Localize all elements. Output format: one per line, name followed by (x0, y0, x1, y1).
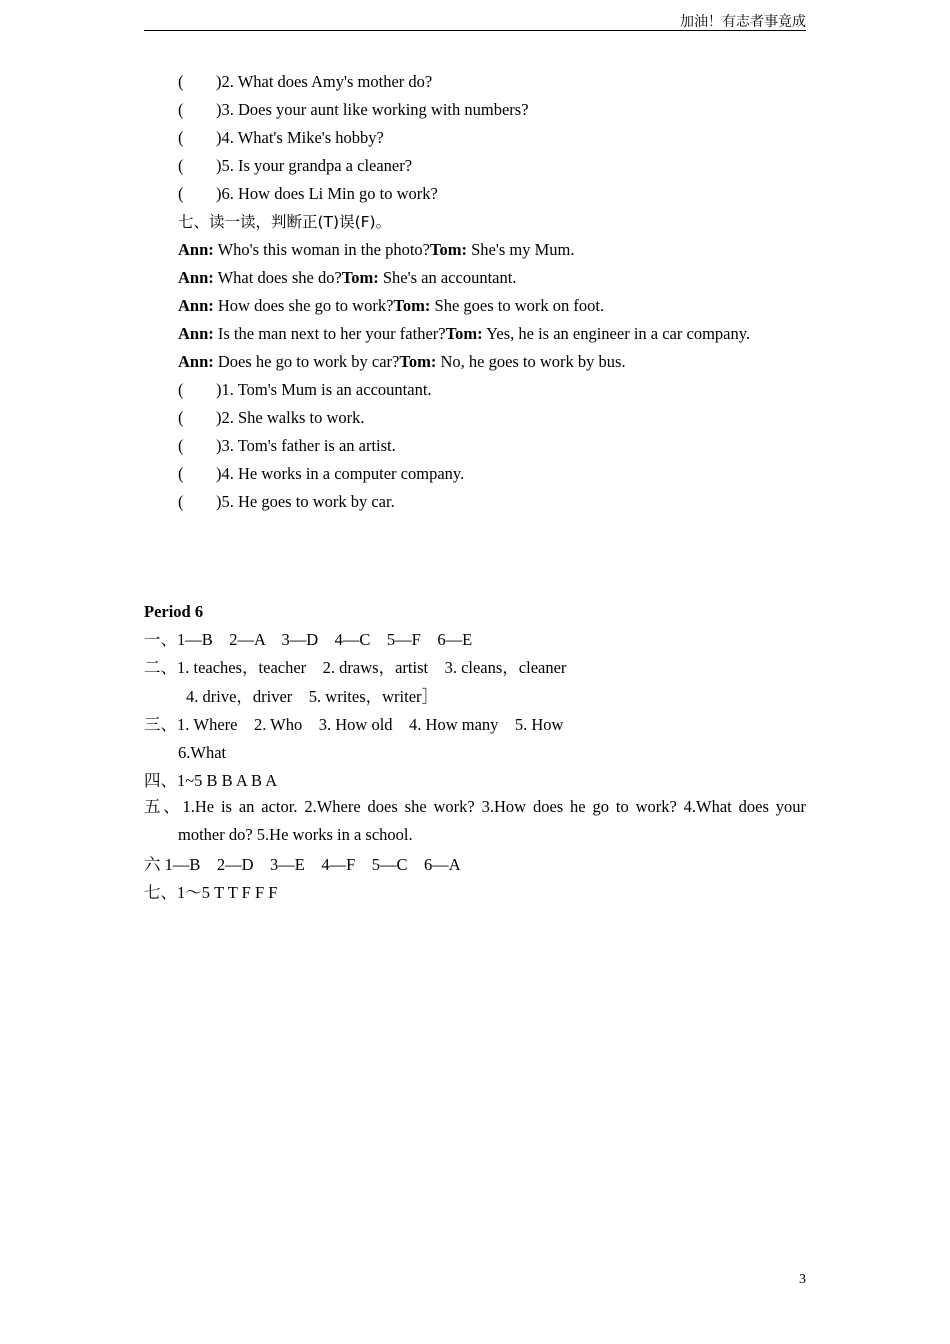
question-3: ( )3. Does your aunt like working with numbers? (178, 100, 529, 119)
statement-2: ( )2. She walks to work. (178, 408, 365, 427)
question-2: ( )2. What does Amy's mother do? (178, 72, 433, 91)
page-number: 3 (799, 1272, 806, 1287)
answer-4: 四、1~5 B B A B A (144, 771, 278, 790)
statement-3: ( )3. Tom's father is an artist. (178, 436, 396, 455)
answer-7: 七、1～5 T T F F F (144, 883, 278, 902)
statement-4: ( )4. He works in a computer company. (178, 464, 465, 483)
answer-3-line-2: 6.What (178, 743, 227, 762)
answer-5: 五、1.He is an actor. 2.Where does she work? 3.How does he go to work? 4.What does your mother do? 5.He works in a school. (144, 797, 806, 844)
dialogue-line: Ann: Does he go to work by car?Tom: No, he goes to work by bus. (178, 352, 626, 371)
answer-2-line-2: 4. drive，driver 5. writes，writer］ (186, 687, 439, 706)
statement-1: ( )1. Tom's Mum is an accountant. (178, 380, 432, 399)
statement-5: ( )5. He goes to work by car. (178, 492, 395, 511)
dialogue-line: Ann: How does she go to work?Tom: She goes to work on foot. (178, 296, 605, 315)
dialogue-line: Ann: What does she do?Tom: She's an accountant. (178, 268, 517, 287)
answer-6: 六 1—B 2—D 3—E 4—F 5—C 6—A (144, 855, 461, 874)
header-motto: 加油！有志者事竟成 (680, 15, 806, 30)
page-header (144, 8, 806, 31)
answer-2-line-1: 二、1. teaches，teacher 2. draws，artist 3. cleans，cleaner (144, 658, 567, 677)
question-4: ( )4. What's Mike's hobby? (178, 128, 384, 147)
question-5: ( )5. Is your grandpa a cleaner? (178, 156, 413, 175)
dialogue-line: Ann: Is the man next to her your father?Tom: Yes, he is an engineer in a car company. (178, 324, 751, 343)
question-6: ( )6. How does Li Min go to work? (178, 184, 438, 203)
answer-1: 一、1—B 2—A 3—D 4—C 5—F 6—E (144, 630, 473, 649)
section-7-title: 七、读一读，判断正(T)误(F)。 (178, 213, 392, 231)
answers-title: Period 6 (144, 602, 204, 621)
dialogue-line: Ann: Who's this woman in the photo?Tom: She's my Mum. (178, 240, 575, 259)
answer-3-line-1: 三、1. Where 2. Who 3. How old 4. How many 5. How (144, 715, 564, 734)
